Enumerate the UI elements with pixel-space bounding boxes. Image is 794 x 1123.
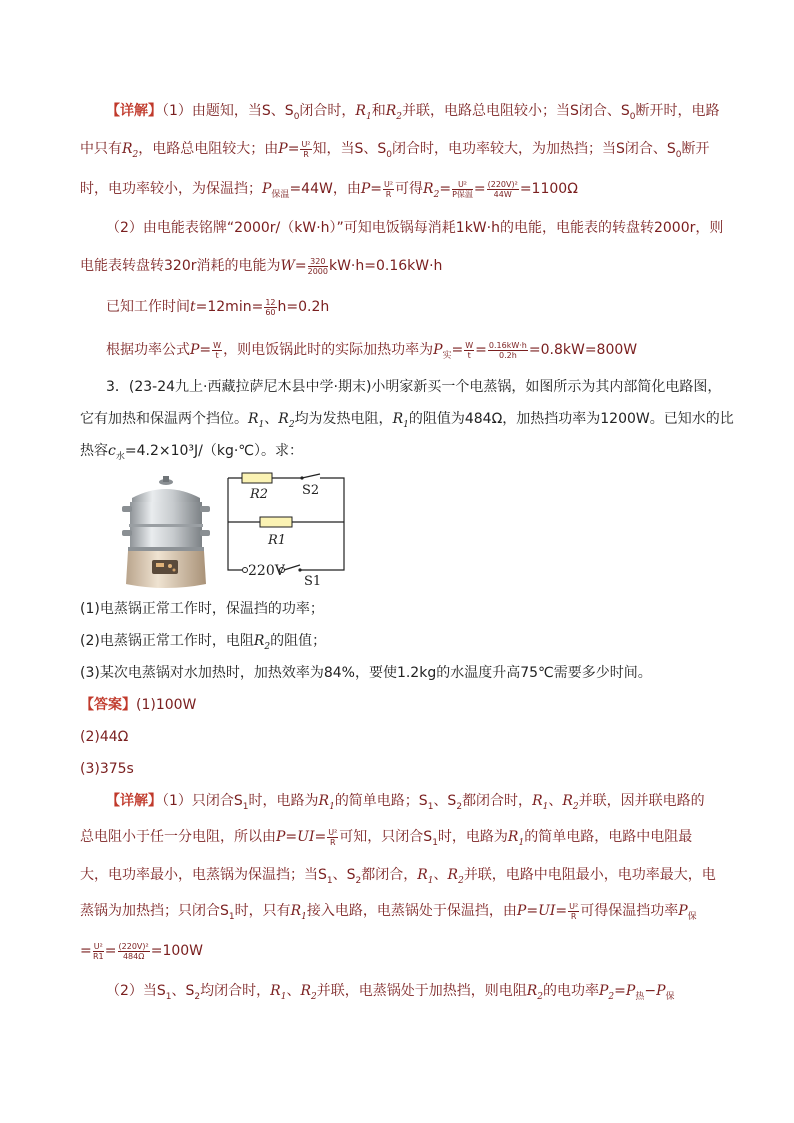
solution-line-2: 中只有$R_2$，电路总电阻较大；由P= $\frac{\text{U²}}{R}$ 知，当S、$S_0$闭合时，电功率较大，为加热挡；当S闭合、$S_0$断开 xyxy=(80,139,710,160)
answer-line-1 xyxy=(80,694,720,716)
solution-line-3: 时，电功率较小，为保温挡；$P_{保温}=44W$，由P= $\frac{\text{U²}}{R}$ 可得$R_2=$ $\frac{\text{U²}}{\text{P保温}}$ = $\frac{\text{(220V)²}}{44W}$ =1100Ω xyxy=(80,179,578,200)
solution-line-5: 电能表转盘转320r消耗的电能为W= $\frac{320}{2000}$ kW·h=0.16kW·h xyxy=(80,256,443,276)
subquestion-1: (1)电蒸锅正常工作时，保温挡的功率； xyxy=(80,601,324,617)
label-s2: S2 xyxy=(302,483,320,498)
detail-line-3: 大，电功率最小，电蒸锅为保温挡；当$S_1$、$S_2$都闭合，$R_1$、$R_2$并联，电路中电阻最小，电功率最大，电 xyxy=(80,867,716,886)
subquestion-3: (3)某次电蒸锅对水加热时，加热效率为84%，要使1.2kg的水温度升高75℃需要多少时间。 xyxy=(80,665,652,681)
steamer-photo-icon xyxy=(112,474,220,592)
answer-tag: 【答案】 xyxy=(80,697,136,713)
label-voltage: 220V xyxy=(248,563,285,579)
question-3-line-2: 它有加热和保温两个挡位。$R_1$、$R_2$均为发热电阻，$R_1$的阻值为484Ω，加热挡功率为1200W。已知水的比 xyxy=(80,411,734,430)
detail-line-5: = $\frac{\text{U²}}{R1}$ = $\frac{\text{(220V)²}}{484\Omega}$ =100W xyxy=(80,941,204,961)
solution-line-4: （2）由电能表铭牌“2000r/（kW·h）”可知电饭锅每消耗1kW·h的电能，电能表的转盘转2000r，则 xyxy=(106,220,724,236)
label-r1: R1 xyxy=(268,533,287,548)
detail-line-2: 总电阻小于任一分电阻，所以由P=UI= $\frac{\text{U²}}{R}$ 可知，只闭合$S_1$时，电路为$R_1$的简单电路，电路中电阻最 xyxy=(80,827,693,848)
solution-line-6: 已知工作时间t=12min= $\frac{12}{60}$ h=0.2h xyxy=(106,297,330,317)
detail-line-6: （2）当$S_1$、$S_2$均闭合时，$R_1$、$R_2$并联，电蒸锅处于加热挡，则电阻$R_2$的电功率$P_2=P_热-P_保$ xyxy=(106,983,675,1002)
question-3-line-1: 3．(23-24九上·西藏拉萨尼木县中学·期末)小明家新买一个电蒸锅，如图所示为其内部简化电路图， xyxy=(106,379,722,395)
answer-2: (2)44Ω xyxy=(80,729,129,745)
question-3-line-3: 热容$c_水=4.2\times 10^3J/(kg\cdot℃)$。求： xyxy=(80,443,304,462)
solution-line-7: 根据功率公式P= $\frac{W}{t}$ ，则电饭锅此时的实际加热功率为$P_实=$ $\frac{W}{t}$ = $\frac{0.16kW\cdot h}{0.2h}$ =0.8kW=800W xyxy=(106,340,638,361)
subquestion-2: (2)电蒸锅正常工作时，电阻$R_2$的阻值； xyxy=(80,633,327,652)
answer-3: (3)375s xyxy=(80,761,134,777)
detail-line-4: 蒸锅为加热挡；只闭合$S_1$时，只有$R_1$接入电路，电蒸锅处于保温挡，由P=UI= $\frac{\text{U²}}{R}$ 可得保温挡功率$P_保$ xyxy=(80,901,697,922)
answer-1: (1)100W xyxy=(136,697,197,713)
circuit-diagram-icon xyxy=(222,472,352,588)
label-r2: R2 xyxy=(250,487,269,502)
label-s1: S1 xyxy=(304,574,322,588)
solution-line-1: 【详解】（1）由题知，当S、$S_0$闭合时，$R_1$和$R_2$并联，电路总电阻较小；当S闭合、$S_0$断开时，电路 xyxy=(106,103,720,122)
detail-line-1: 【详解】（1）只闭合$S_1$时，电路为$R_1$的简单电路；$S_1$、$S_2$都闭合时，$R_1$、$R_2$并联，因并联电路的 xyxy=(106,793,705,812)
